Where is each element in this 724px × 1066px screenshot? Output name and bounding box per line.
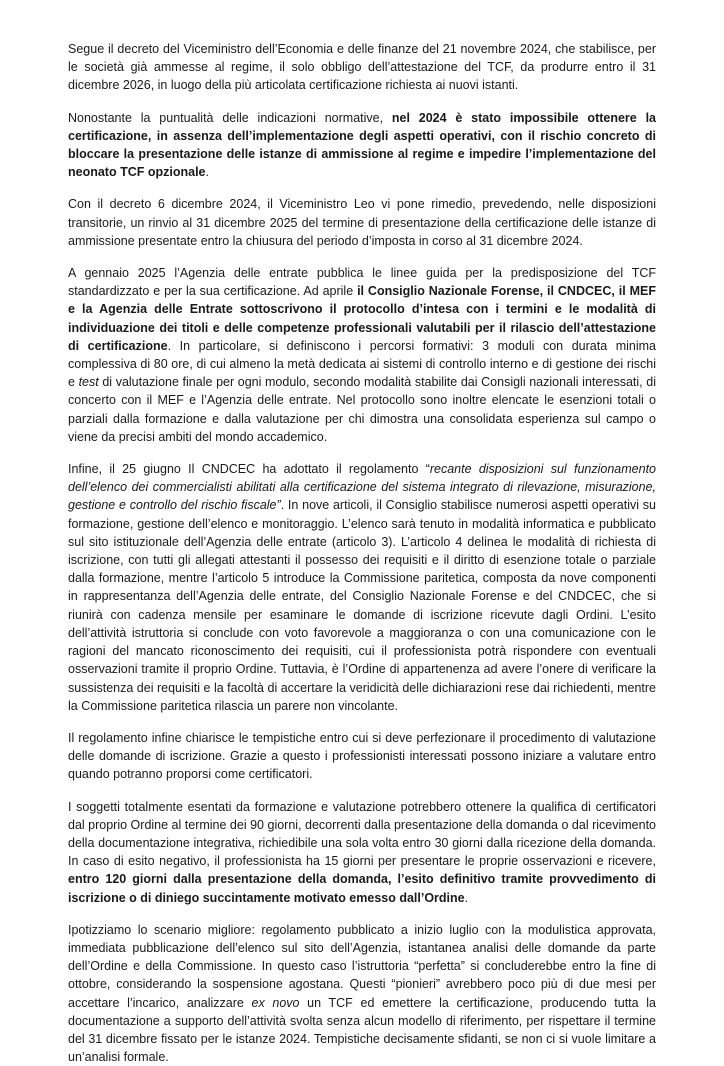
paragraph-text: Ipotizziamo lo scenario migliore: regolamento pubblicato a inizio luglio con la modulistica approvata, immediata pubblicazione dell’elenco sul sito dell’Agenzia, istantanea analisi delle domande da parte dell’Ordine e della Commissione. In questo caso l’istruttoria “perfetta” si concluderebbe entro la fine di ottobre, considerando la sospensione agostana. Questi “pionieri” avrebbero poco più di due mesi per accettare l’incarico, analizzare xyxy=(68,922,656,1010)
paragraph-text: Il regolamento infine chiarisce le tempistiche entro cui si deve perfezionare il procedimento di valutazione delle domande di iscrizione. Grazie a questo i professionisti interessati possono iniziare a valutare entro quando potranno proporsi come certificatori. xyxy=(68,730,656,782)
paragraph-soggetti-esentati xyxy=(68,798,656,907)
bold-emphasis: entro 120 giorni dalla presentazione della domanda, l’esito definitivo tramite provvedimento di iscrizione o di diniego succintamente motivato emesso dall’Ordine xyxy=(68,872,656,905)
paragraph-impossibile-certificazione xyxy=(68,109,656,182)
paragraph-text: . xyxy=(205,165,209,180)
paragraph-regolamento-cndcec xyxy=(68,460,656,715)
italic-emphasis: test xyxy=(78,375,99,390)
paragraph-text: Con il decreto 6 dicembre 2024, il Viceministro Leo vi pone rimedio, prevedendo, nelle disposizioni transitorie, un rinvio al 31 dicembre 2025 del termine di presentazione della certificazione delle istanze di ammissione presentate entro la chiusura del periodo d’imposta in corso al 31 dicembre 2024. xyxy=(68,197,656,248)
paragraph-text: Segue il decreto del Viceministro dell’Economia e delle finanze del 21 novembre 2024, che stabilisce, per le società già ammesse al regime, il solo obbligo dell’attestazione del TCF, da produrre entro il 31 dicembre 2026, in luogo della più articolata certificazione richiesta ai nuovi istanti. xyxy=(68,42,656,93)
paragraph-scenario-migliore xyxy=(68,921,656,1066)
paragraph-text: un TCF ed emettere la certificazione, producendo tutta la documentazione a supporto dell’attività svolta senza alcun modello di riferimento, per rispettare il termine del 31 dicembre fissato per le istanze 2024. Tempistiche decisamente sfidanti, se non ci si vuole limitare a un’analisi formale. xyxy=(68,995,656,1065)
paragraph-text: di valutazione finale per ogni modulo, secondo modalità stabilite dai Consigli nazionali interessati, di concerto con il MEF e l’Agenzia delle entrate. Nel protocollo sono inoltre elencate le esenzioni totali o parziali dalla formazione e dalla valutazione per chi dimostra una consolidata esperienza sul campo o viene da precisi ambiti del mondo accademico. xyxy=(68,375,656,444)
paragraph-text: Nonostante la puntualità delle indicazioni normative, xyxy=(68,110,392,125)
italic-emphasis: recante disposizioni sul funzionamento dell’elenco dei commercialisti abilitati alla certificazione del sistema integrato di rilevazione, misurazione, gestione e controllo del rischio fiscale” xyxy=(68,462,656,513)
paragraph-tempistiche xyxy=(68,729,656,784)
paragraph-text: . In particolare, si definiscono i percorsi formativi: 3 moduli con durata minima complessiva di 80 ore, di cui almeno la metà dedicata ai sistemi di controllo interno e di gestione dei rischi e xyxy=(68,338,656,390)
paragraph-text: A gennaio 2025 l’Agenzia delle entrate pubblica le linee guida per la predisposizione del TCF standardizzato e per la sua certificazione. Ad aprile xyxy=(68,266,656,299)
bold-emphasis: nel 2024 è stato impossibile ottenere la certificazione, in assenza dell’implementazione degli aspetti operativi, con il rischio concreto di bloccare la presentazione delle istanze di ammissione al regime e impedire l’implementazione del neonato TCF opzionale xyxy=(68,110,656,180)
paragraph-text: . xyxy=(464,890,469,905)
paragraph-text: . In nove articoli, il Consiglio stabilisce numerosi aspetti operativi su formazione, gestione dell’elenco e monitoraggio. L’elenco sarà tenuto in modalità informatica e pubblicato sul sito istituzionale dell’Agenzia delle entrate (articolo 3). L’articolo 4 delinea le modalità di richiesta di iscrizione, con tutti gli allegati attestanti il possesso dei requisiti e il diritto di esenzione totale o parziale dalla formazione, mentre l’articolo 5 introduce la Commissione paritetica, composta da nove componenti in rappresentanza dell’Agenzia delle entrate, del Consiglio Nazionale Forense e del CNDCEC, che si riunirà con cadenza mensile per esaminare le domande di iscrizione ricevute dagli Ordini. L’esito dell’attività istruttoria si conclude con voto favorevole a maggioranza o con una comunicazione con le ragioni del mancato riconoscimento dei requisiti, cui il professionista potrà rispondere con eventuali osservazioni tramite il proprio Ordine. Tuttavia, è l’Ordine di appartenenza ad avere l’onere di verificare la sussistenza dei requisiti e la facoltà di accertare la veridicità delle dichiarazioni rese dai richiedenti, mentre la Commissione paritetica rilascia un parere non vincolante. xyxy=(68,498,656,713)
paragraph-decreto-6-dicembre xyxy=(68,195,656,250)
paragraph-text: Infine, il 25 giugno Il CNDCEC ha adottato il regolamento “ xyxy=(68,462,430,477)
italic-emphasis: ex novo xyxy=(251,995,300,1010)
bold-emphasis: il Consiglio Nazionale Forense, il CNDCEC, il MEF e la Agenzia delle Entrate sottoscrivono il protocollo d’intesa con i termini e le modalità di individuazione dei titoli e delle competenze professionali valutabili per il rilascio dell’attestazione di certificazione xyxy=(68,284,657,353)
document-page xyxy=(68,40,656,1066)
paragraph-protocollo-intesa xyxy=(68,264,656,446)
paragraph-text: I soggetti totalmente esentati da formazione e valutazione potrebbero ottenere la qualifica di certificatori dal proprio Ordine al termine dei 90 giorni, decorrenti dalla presentazione della domanda o dal ricevimento della documentazione integrativa, richiedibile una sola volta entro 30 giorni dalla ricezione della domanda. In caso di esito negativo, il professionista ha 15 giorni per presentare le proprie osservazioni e ricevere, xyxy=(68,799,656,869)
paragraph-decreto-21-novembre xyxy=(68,40,656,95)
